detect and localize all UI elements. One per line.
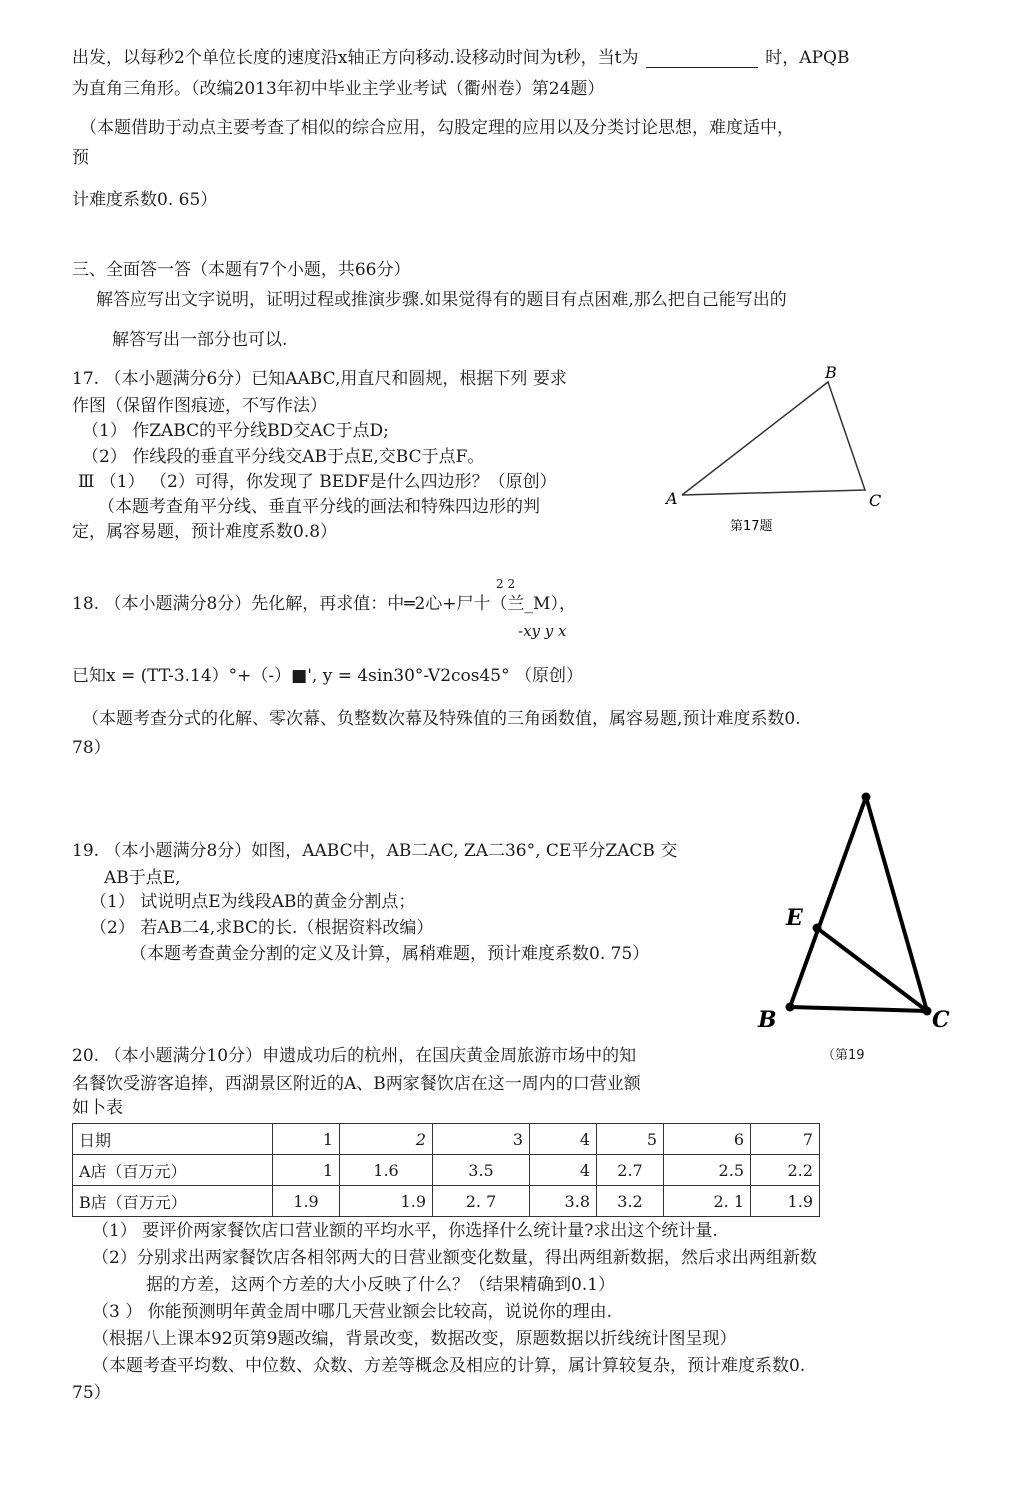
q19-line2: AB于点E, (104, 868, 181, 888)
table-cell: 1 (273, 1155, 340, 1186)
table-cell: 5 (597, 1124, 664, 1155)
table-cell: 2.7 (597, 1155, 664, 1186)
intro-line1-a: 出发，以每秒2个单位长度的速度沿x轴正方向移动.设移动时间为t秒，当t为 (72, 48, 639, 68)
q20-sub1: （1） 要评价两家餐饮店口营业额的平均水平，你选择什么统计量?求出这个统计量. (92, 1221, 718, 1241)
intro-line2: 为直角三角形。（改编2013年初中毕业主学业考试（衢州卷）第24题） (72, 79, 605, 99)
q19-line5: （本题考查黄金分割的定义及计算，属稍难题，预计难度系数0. 75） (130, 944, 650, 964)
q17-label-c: C (869, 491, 882, 510)
q20-line1: 20. （本小题满分10分）申遗成功后的杭州，在国庆黄金周旅游市场中的知 (72, 1046, 637, 1066)
q19-line4: （2） 若AB二4,求BC的长.（根据资料改编） (90, 918, 434, 938)
q19-side-ac (866, 797, 927, 1011)
intro-line1 (72, 48, 849, 68)
q19-point-c (923, 1007, 932, 1016)
answer-blank (646, 51, 758, 68)
q19-label-c: C (932, 1007, 950, 1033)
table-cell: 2. 7 (433, 1186, 530, 1217)
q17-caption: 第17题 (730, 519, 773, 534)
table-cell: A店（百万元） (73, 1155, 273, 1186)
q17-line7: 定，属容易题，预计难度系数0.8） (72, 522, 338, 542)
q19-point-a (862, 793, 871, 802)
q19-side-bc (790, 1007, 927, 1011)
q19-label-e: E (786, 905, 803, 931)
q19-segment-ce (817, 928, 927, 1011)
table-cell: 1.6 (340, 1155, 433, 1186)
q19-side-ab (790, 797, 866, 1007)
q17-label-b: B (825, 363, 837, 382)
q17-triangle-figure (660, 360, 900, 540)
q19-line3: （1） 试说明点E为线段AB的黄金分割点； (90, 892, 416, 912)
q18-superscript: 2 2 (496, 577, 516, 591)
q18-line1: 18. （本小题满分8分）先化解，再求值：中═2心+尸十（兰_M）， (72, 594, 576, 614)
q17-line4: （2） 作线段的垂直平分线交AB于点E,交BC于点F。 (82, 447, 485, 467)
table-cell: 3.2 (597, 1186, 664, 1217)
q17-line2: 作图（保留作图痕迹，不写作法） (72, 396, 327, 416)
table-cell: 1.9 (273, 1186, 340, 1217)
q20-sub2-cont: 据的方差，这两个方差的大小反映了什么？（结果精确到0.1） (146, 1275, 616, 1295)
table-cell: 2.2 (751, 1155, 820, 1186)
q19-triangle-figure (750, 785, 960, 1035)
intro-note2: 预 (72, 148, 89, 168)
sales-table (72, 1123, 820, 1217)
q17-line3: （1） 作ZABC的平分线BD交AC于点D; (82, 421, 389, 441)
q19-caption: （第19 (822, 1048, 865, 1063)
table-cell: 6 (664, 1124, 751, 1155)
q19-point-b (786, 1003, 795, 1012)
table-cell: B店（百万元） (73, 1186, 273, 1217)
table-row-header (73, 1124, 820, 1155)
intro-line1-b: 时，APQB (765, 48, 850, 68)
table-cell: 4 (530, 1155, 597, 1186)
q17-line1: 17. （本小题满分6分）已知AABC,用直尺和圆规，根据下列 要求 (72, 369, 567, 389)
section-instruction-2: 解答写出一部分也可以. (112, 330, 288, 350)
table-row-b (73, 1186, 820, 1217)
table-row-a (73, 1155, 820, 1186)
q20-sub2: （2）分别求出两家餐饮店各相邻两大的日营业额变化数量，得出两组新数据，然后求出两组新数 (92, 1248, 817, 1268)
table-cell: 1.9 (340, 1186, 433, 1217)
q18-note2: 78） (72, 738, 111, 758)
table-cell: 3.5 (433, 1155, 530, 1186)
table-cell: 日期 (73, 1124, 273, 1155)
table-cell: 4 (530, 1124, 597, 1155)
q17-label-a: A (666, 489, 678, 508)
q18-subscript: -xy y x (518, 622, 567, 640)
intro-note3: 计难度系数0. 65） (72, 190, 218, 210)
table-cell: 7 (751, 1124, 820, 1155)
q18-line2: 已知x = (TT-3.14）°+（-）■', y = 4sin30°-V2cos45° （原创） (72, 666, 584, 686)
section-title: 三、全面答一答（本题有7个小题，共66分） (72, 260, 411, 280)
table-cell: 2.5 (664, 1155, 751, 1186)
table-cell: 3.8 (530, 1186, 597, 1217)
q19-line1: 19. （本小题满分8分）如图，AABC中，AB二AC, ZA二36°, CE平分ZACB 交 (72, 841, 678, 861)
table-cell: 1.9 (751, 1186, 820, 1217)
q19-label-b: B (758, 1007, 777, 1033)
q20-note1: （本题考查平均数、中位数、众数、方差等概念及相应的计算，属计算较复杂，预计难度系数0. (92, 1356, 806, 1376)
table-cell: 3 (433, 1124, 530, 1155)
q17-triangle (682, 382, 865, 495)
q20-sub3: （3 ） 你能预测明年黄金周中哪几天营业额会比较高，说说你的理由. (92, 1302, 613, 1322)
table-cell: 1 (273, 1124, 340, 1155)
q19-point-e (813, 924, 822, 933)
table-cell: 2. 1 (664, 1186, 751, 1217)
section-instruction-1: 解答应写出文字说明，证明过程或推演步骤.如果觉得有的题目有点困难,那么把自己能写出的 (96, 290, 787, 310)
q18-note1: （本题考查分式的化解、零次幕、负整数次幕及特殊值的三角函数值，属容易题,预计难度系数0. (82, 709, 801, 729)
q17-line5: Ⅲ （1） （2）可得，你发现了 BEDF是什么四边形？（原创） (78, 472, 557, 492)
table-cell: 2 (340, 1124, 433, 1155)
q20-line2: 名餐饮受游客追捧，西湖景区附近的A、B两家餐饮店在这一周内的口营业额 (72, 1074, 641, 1094)
q20-source: （根据八上课本92页第9题改编，背景改变，数据改变，原题数据以折线统计图呈现） (92, 1329, 737, 1349)
intro-note1: （本题借助于动点主要考查了相似的综合应用，勾股定理的应用以及分类讨论思想，难度适中， (80, 118, 794, 138)
q20-line3: 如卜表 (72, 1098, 123, 1118)
q17-line6: （本题考查角平分线、垂直平分线的画法和特殊四边形的判 (98, 497, 540, 517)
q20-note2: 75） (72, 1383, 111, 1403)
